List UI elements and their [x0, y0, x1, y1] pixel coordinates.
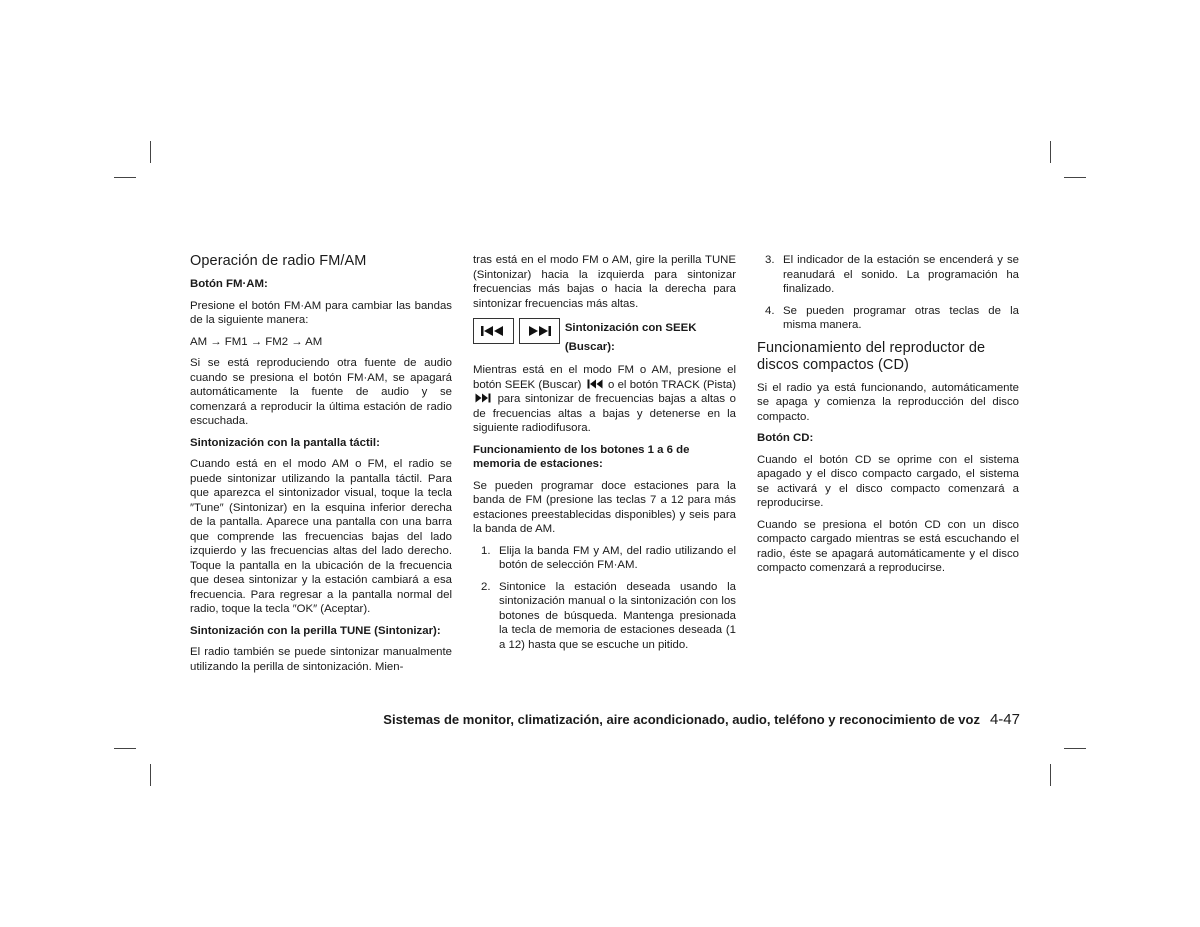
column-left	[190, 253, 452, 681]
seek-text-1: Mientras está en el modo FM o AM, presione el botón SEEK (Buscar)	[473, 364, 736, 391]
paragraph: Cuando el botón CD se oprime con el sistema apagado y el disco compacto cargado, el sistema se activará y el disco compacto comenzará a reproducirse.	[757, 453, 1019, 509]
column-middle	[473, 253, 736, 659]
footer-section-title: Sistemas de monitor, climatización, aire acondicionado, audio, teléfono y reconocimiento de voz	[383, 712, 980, 727]
section-title-cd: Funcionamiento del reproductor de discos compactos (CD)	[757, 339, 986, 373]
crop-mark	[1050, 764, 1051, 786]
seek-heading-row	[473, 318, 736, 357]
paragraph: Si se está reproduciendo otra fuente de audio cuando se presiona el botón FM·AM, se apagará automáticamente la fuente de audio y se comenzará a reproducir la última estación de radio escuchada.	[190, 357, 452, 427]
list-item: 2. Sintonice la estación deseada usando la sintonización manual o la sintonización con los botones de búsqueda. Mantenga presionada la tecla de memoria de estaciones deseada (1 a 12) hasta que se escuche un pitido.	[481, 580, 736, 651]
subhead-touch-tuning: Sintonización con la pantalla táctil:	[190, 436, 380, 449]
subhead-fm-am-button: Botón FM·AM:	[190, 278, 268, 290]
skip-back-icon	[587, 379, 603, 389]
steps-list	[757, 253, 1019, 333]
section-title-radio: Operación de radio FM/AM	[190, 253, 367, 269]
list-item: 4. Se pueden programar otras teclas de la misma manera.	[765, 304, 1019, 331]
subhead-tune-knob: Sintonización con la perilla TUNE (Sintonizar):	[190, 624, 441, 637]
crop-mark	[150, 764, 151, 786]
paragraph: El radio también se puede sintonizar manualmente utilizando la perilla de sintonización. Mien-	[190, 646, 452, 673]
steps-list	[473, 544, 736, 653]
crop-mark	[1064, 748, 1086, 749]
crop-mark	[114, 177, 136, 178]
page-footer	[200, 711, 1020, 728]
skip-forward-icon	[526, 325, 552, 337]
seek-back-button-illustration	[473, 318, 514, 344]
subhead-seek: Sintonización con SEEK (Buscar):	[564, 322, 697, 353]
page-number: 4-47	[989, 711, 1020, 728]
column-right	[757, 253, 1019, 583]
list-item: 3. El indicador de la estación se encenderá y se reanudará el sonido. La programación ha finalizado.	[765, 254, 1019, 295]
crop-mark	[1064, 177, 1086, 178]
seek-text-2: o el botón TRACK (Pista)	[607, 378, 737, 391]
paragraph: Se pueden programar doce estaciones para la banda de FM (presione las teclas 7 a 12 para más estaciones preestablecidas disponibles) y seis para la banda de AM.	[473, 479, 736, 535]
paragraph-seek	[473, 363, 736, 436]
crop-mark	[114, 748, 136, 749]
paragraph: Si el radio ya está funcionando, automáticamente se apaga y comienza la reproducción del disco compacto.	[757, 381, 1019, 423]
crop-mark	[150, 141, 151, 163]
seek-forward-button-illustration	[519, 318, 560, 344]
paragraph: Presione el botón FM·AM para cambiar las bandas de la siguiente manera:	[190, 299, 452, 326]
paragraph: tras está en el modo FM o AM, gire la perilla TUNE (Sintonizar) hacia la izquierda para sintonizar frecuencias más bajas o hacia la derecha para sintonizar frecuencias más altas.	[473, 254, 736, 310]
skip-forward-icon	[475, 393, 491, 403]
subhead-cd-button: Botón CD:	[757, 432, 814, 444]
subhead-memory-buttons: Funcionamiento de los botones 1 a 6 de memoria de estaciones:	[473, 443, 690, 470]
paragraph: Cuando está en el modo AM o FM, el radio se puede sintonizar utilizando la pantalla táctil. Para que aparezca el sintonizador visual, toque la tecla ″Tune″ (Sintonizar) en la esquina inferior derecha de la pantalla. Aparece una pantalla con una barra que comprende las frecuencias bajas del lado izquierdo y las frecuencias altas del lado derecho. Toque la pantalla en la ubicación de la frecuencia que desea sintonizar y la estación cambiará a esa frecuencia. Para regresar a la pantalla normal del radio, toque la tecla ″OK″ (Aceptar).	[190, 458, 452, 615]
paragraph: Cuando se presiona el botón CD con un disco compacto cargado mientras se está escuchando el radio, éste se apagará automáticamente y el disco compacto comenzará a reproducirse.	[757, 518, 1019, 574]
crop-mark	[1050, 141, 1051, 163]
band-sequence: AM → FM1 → FM2 → AM	[190, 335, 323, 348]
list-item: 1. Elija la banda FM y AM, del radio utilizando el botón de selección FM·AM.	[481, 544, 736, 571]
seek-text-3: para sintonizar de frecuencias bajas a altas o de frecuencias altas a bajas y detenerse en la siguiente radiodifusora.	[473, 393, 736, 434]
skip-back-icon	[480, 325, 506, 337]
